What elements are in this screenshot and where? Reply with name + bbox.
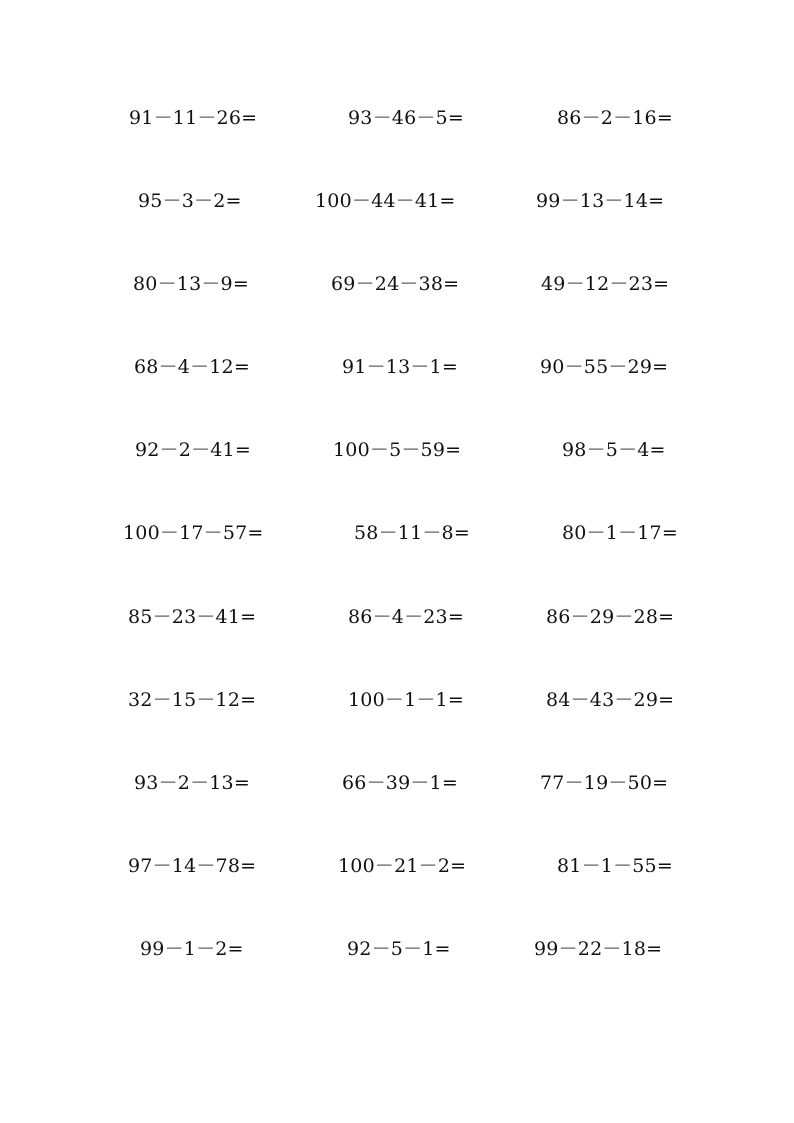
problem: 100－44－41=	[315, 190, 456, 212]
problem: 86－2－16=	[557, 107, 673, 129]
problem: 100－21－2=	[338, 855, 467, 877]
problem: 93－2－13=	[134, 772, 250, 794]
problem: 91－13－1=	[342, 356, 458, 378]
problem-row-9	[0, 768, 794, 798]
problem: 99－22－18=	[534, 938, 663, 960]
problem: 92－5－1=	[347, 938, 451, 960]
problem: 81－1－55=	[557, 855, 673, 877]
problem: 97－14－78=	[128, 855, 257, 877]
problem-row-6	[0, 518, 794, 548]
problem-row-8	[0, 685, 794, 715]
problem: 77－19－50=	[540, 772, 669, 794]
problem-row-7	[0, 602, 794, 632]
problem: 80－13－9=	[133, 273, 249, 295]
problem-row-3	[0, 269, 794, 299]
problem: 85－23－41=	[128, 606, 257, 628]
problem-row-2	[0, 186, 794, 216]
problem: 100－1－1=	[348, 689, 464, 711]
problem: 69－24－38=	[331, 273, 460, 295]
problem: 84－43－29=	[546, 689, 675, 711]
problem: 100－5－59=	[333, 439, 462, 461]
problem: 68－4－12=	[134, 356, 250, 378]
problem: 93－46－5=	[348, 107, 464, 129]
problem: 66－39－1=	[342, 772, 458, 794]
problem: 58－11－8=	[354, 522, 470, 544]
problem: 98－5－4=	[562, 439, 666, 461]
problem-row-5	[0, 435, 794, 465]
problem: 100－17－57=	[123, 522, 264, 544]
problem: 49－12－23=	[541, 273, 670, 295]
problem-row-1	[0, 103, 794, 133]
problem: 86－29－28=	[546, 606, 675, 628]
problem: 95－3－2=	[138, 190, 242, 212]
problem: 32－15－12=	[128, 689, 257, 711]
problem: 80－1－17=	[562, 522, 678, 544]
problem: 91－11－26=	[129, 107, 258, 129]
problem-row-10	[0, 851, 794, 881]
problem: 90－55－29=	[540, 356, 669, 378]
problem-row-11	[0, 934, 794, 964]
problem-row-4	[0, 352, 794, 382]
problem: 99－13－14=	[536, 190, 665, 212]
problem: 86－4－23=	[348, 606, 464, 628]
problem: 92－2－41=	[135, 439, 251, 461]
problem: 99－1－2=	[140, 938, 244, 960]
